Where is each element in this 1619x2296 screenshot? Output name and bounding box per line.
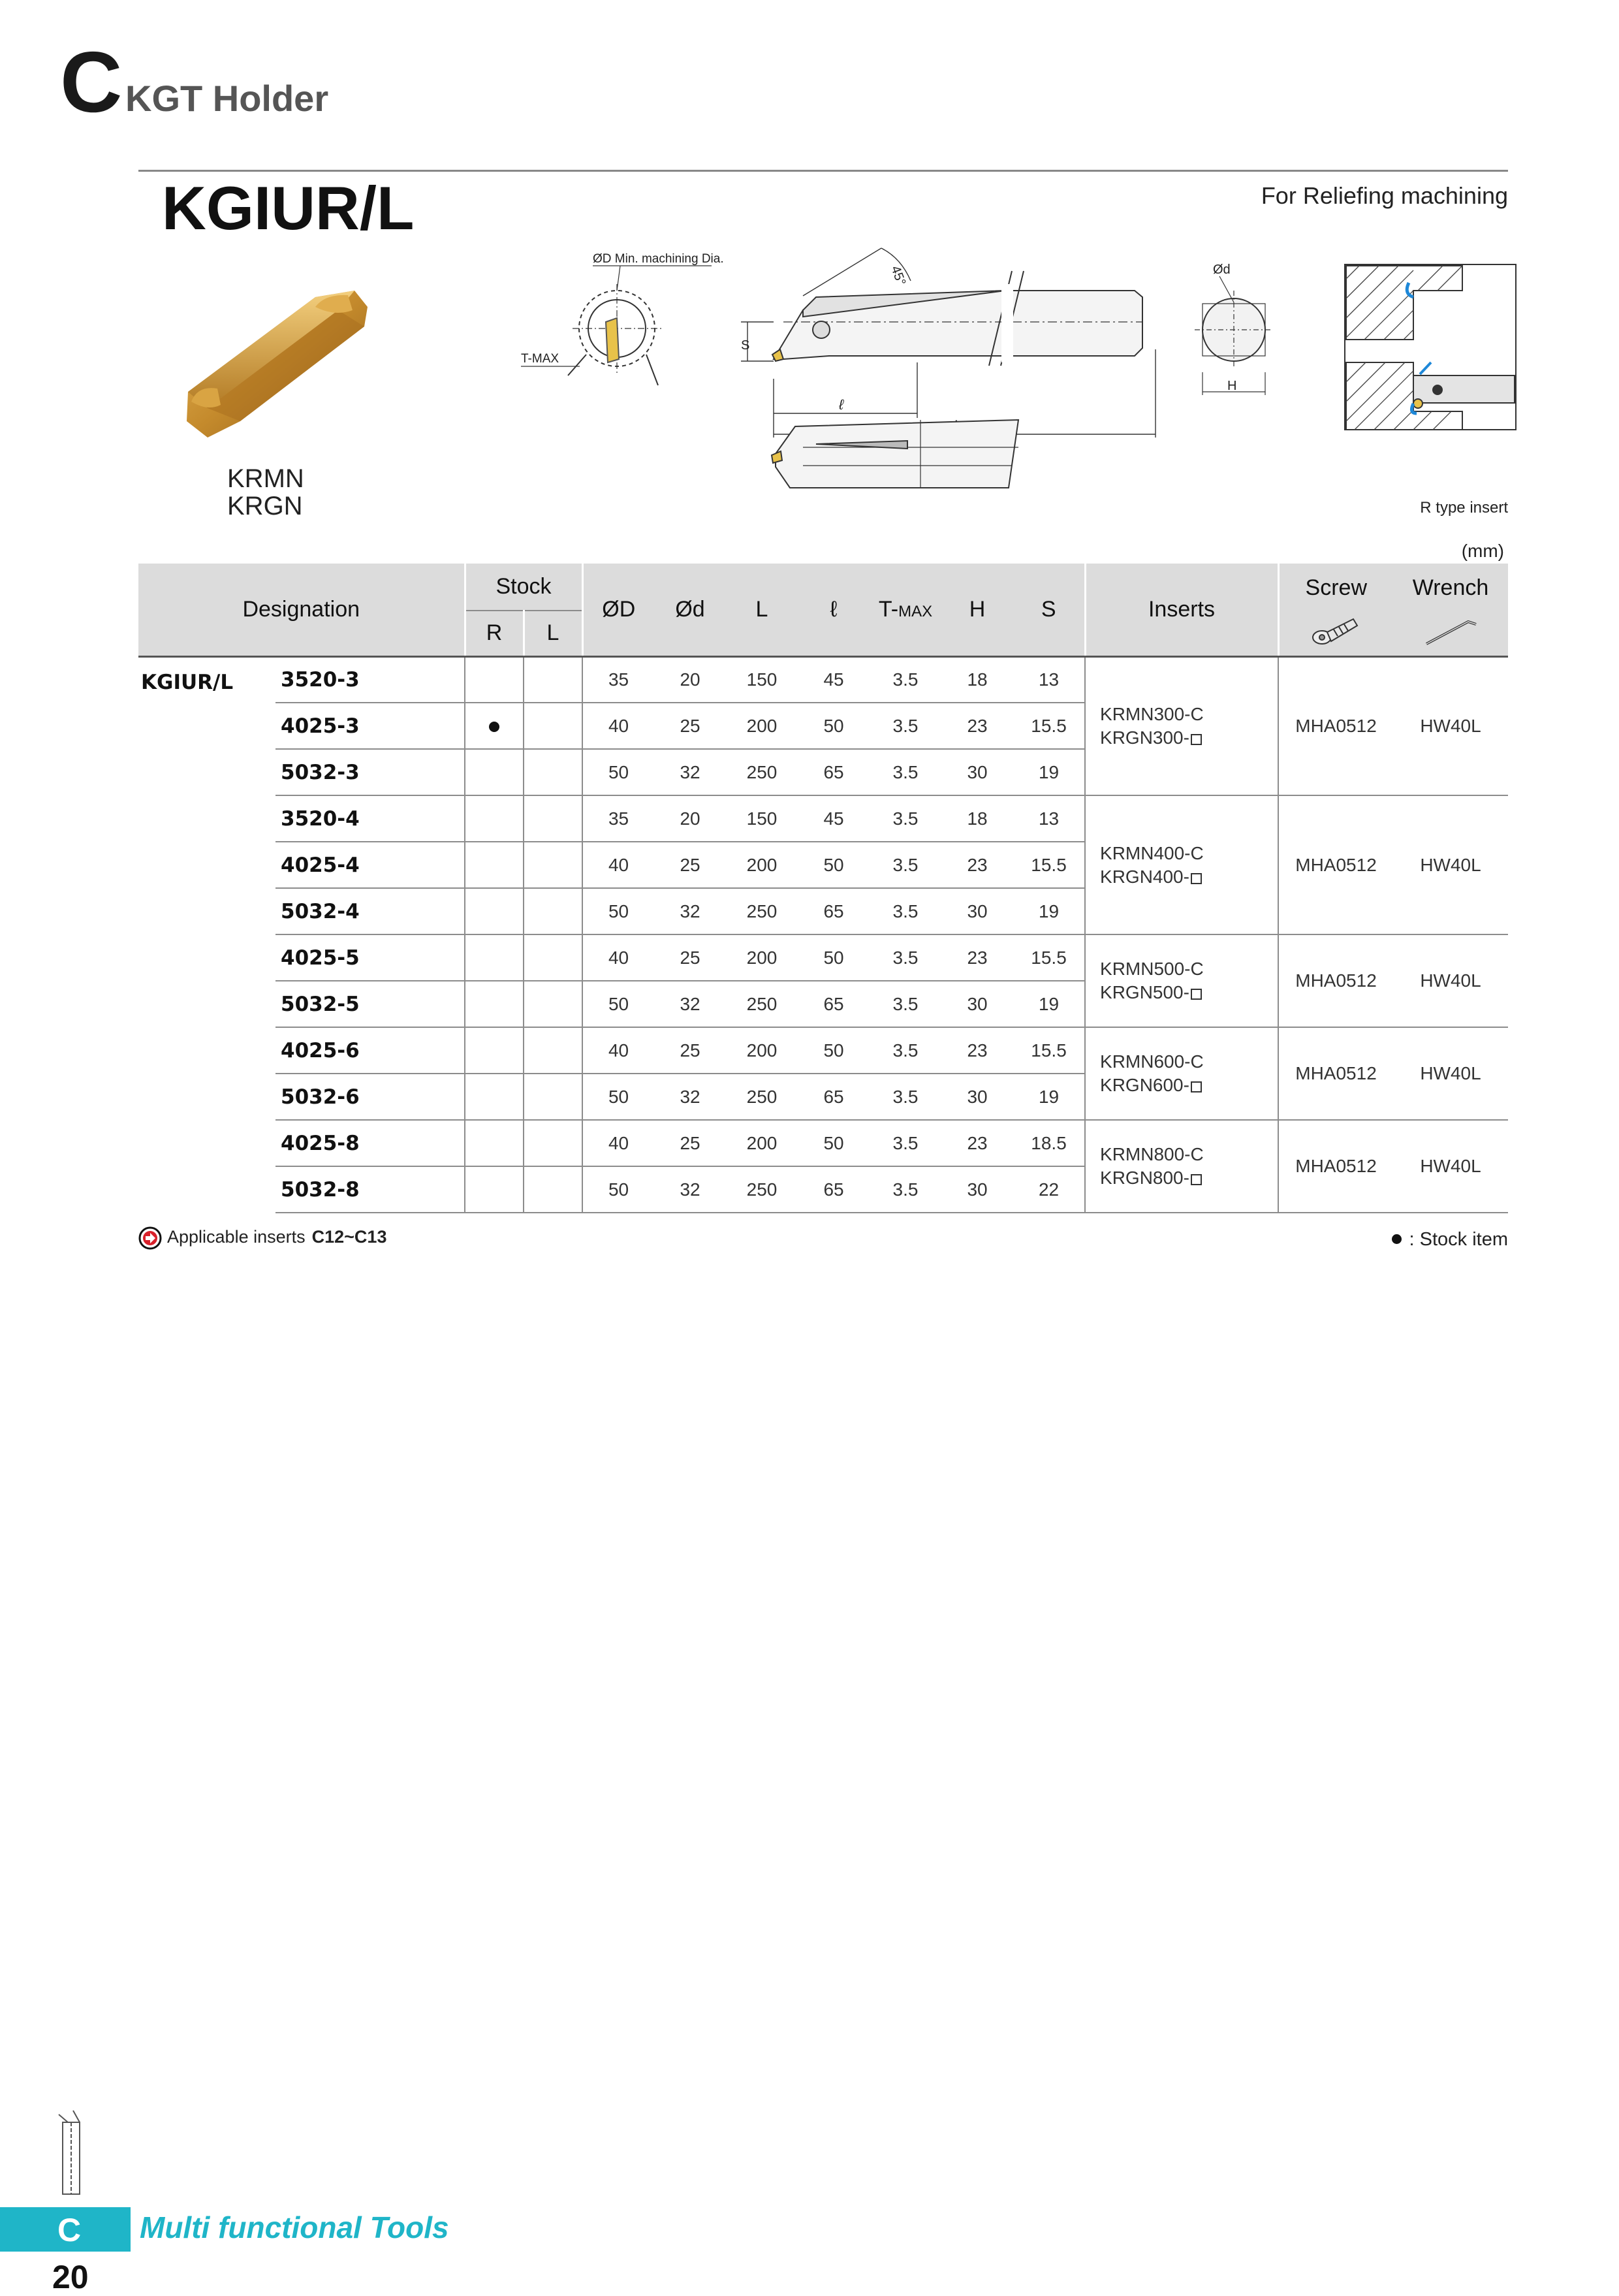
dim-L-cell: 150 — [726, 656, 798, 703]
stock-r-cell — [465, 795, 524, 842]
dim-ls-cell: 50 — [798, 1027, 870, 1074]
header-D: ØD — [582, 564, 654, 656]
screw-cell: MHA0512 — [1278, 934, 1393, 1027]
dim-tmax-cell: 3.5 — [870, 1074, 941, 1120]
grade-placeholder-icon — [1191, 873, 1202, 884]
dim-d-cell: 25 — [654, 1120, 726, 1166]
stock-r-cell — [465, 934, 524, 981]
designation-code: 4025-6 — [275, 1027, 465, 1074]
dim-H-cell: 18 — [941, 656, 1013, 703]
inserts-cell — [1085, 795, 1278, 934]
dim-L-cell: 150 — [726, 795, 798, 842]
dim-ls-cell: 50 — [798, 842, 870, 888]
designation-code: 5032-8 — [275, 1166, 465, 1213]
header-tmax-t: T- — [878, 596, 899, 622]
specification-rows — [138, 656, 1508, 1213]
insert-type-labels — [227, 465, 304, 520]
dim-S-cell: 19 — [1013, 749, 1085, 795]
insert-label-krgn: KRGN — [227, 492, 303, 520]
min-dia-label: ØD Min. machining Dia. — [593, 252, 724, 266]
angle-label: 45° — [888, 264, 909, 288]
s-label: S — [741, 338, 750, 353]
dim-S-cell: 19 — [1013, 1074, 1085, 1120]
dim-L-cell: 250 — [726, 981, 798, 1027]
dim-L-cell: 200 — [726, 703, 798, 749]
header-inserts: Inserts — [1085, 564, 1278, 656]
dim-ls-cell: 50 — [798, 934, 870, 981]
wrench-icon — [1421, 610, 1480, 649]
grade-placeholder-icon — [1191, 1081, 1202, 1092]
section-tab[interactable] — [0, 2207, 131, 2252]
header-d: Ød — [654, 564, 726, 656]
dim-tmax-cell: 3.5 — [870, 1166, 941, 1213]
dim-L-cell: 200 — [726, 1027, 798, 1074]
dim-d-cell: 20 — [654, 656, 726, 703]
dim-d-cell: 25 — [654, 934, 726, 981]
designation-code: 5032-6 — [275, 1074, 465, 1120]
d-label: Ød — [1213, 263, 1231, 277]
dim-H-cell: 23 — [941, 703, 1013, 749]
dim-L-cell: 250 — [726, 888, 798, 934]
header-tmax-max: MAX — [898, 602, 933, 620]
page-number: 20 — [52, 2259, 89, 2295]
tmax-label: T-MAX — [521, 352, 559, 366]
wrench-cell: HW40L — [1393, 1120, 1508, 1213]
dim-tmax-cell: 3.5 — [870, 888, 941, 934]
header-tmax — [870, 564, 941, 656]
applicable-inserts-note — [138, 1226, 386, 1250]
insert-code-krgn: KRGN400- — [1100, 866, 1189, 887]
dim-D-cell: 50 — [582, 749, 654, 795]
insert-code-krmn: KRMN300-C — [1100, 703, 1204, 724]
dim-H-cell: 30 — [941, 981, 1013, 1027]
insert-code-krgn: KRGN300- — [1100, 727, 1189, 748]
dim-D-cell: 35 — [582, 656, 654, 703]
dim-d-cell: 32 — [654, 1074, 726, 1120]
dim-ls-cell: 45 — [798, 795, 870, 842]
header-divider — [138, 170, 1508, 172]
header-l: ℓ — [798, 564, 870, 656]
insert-code-krmn: KRMN600-C — [1100, 1051, 1204, 1072]
dim-tmax-cell: 3.5 — [870, 1120, 941, 1166]
rtype-caption: R type insert — [1420, 499, 1508, 517]
stock-r-cell — [465, 656, 524, 703]
dim-ls-cell: 65 — [798, 1074, 870, 1120]
application-schematic — [1345, 264, 1516, 430]
screw-cell: MHA0512 — [1278, 1120, 1393, 1213]
stock-l-cell — [524, 1074, 582, 1120]
dim-ls-cell: 65 — [798, 1166, 870, 1213]
stock-l-cell — [524, 1120, 582, 1166]
technical-drawing — [516, 245, 1521, 519]
stock-r-cell — [465, 981, 524, 1027]
dim-S-cell: 19 — [1013, 888, 1085, 934]
stock-l-cell — [524, 1166, 582, 1213]
dim-H-cell: 23 — [941, 1120, 1013, 1166]
dim-S-cell: 19 — [1013, 981, 1085, 1027]
stock-l-cell — [524, 656, 582, 703]
end-view-drawing — [568, 284, 661, 385]
inserts-cell — [1085, 1027, 1278, 1120]
stock-r-cell — [465, 888, 524, 934]
header-screw-label: Screw — [1305, 575, 1367, 600]
screw-cell: MHA0512 — [1278, 1027, 1393, 1120]
stock-l-cell — [524, 749, 582, 795]
dim-S-cell: 15.5 — [1013, 934, 1085, 981]
dim-S-cell: 18.5 — [1013, 1120, 1085, 1166]
section-letter: C — [60, 34, 123, 130]
dim-H-cell: 23 — [941, 1027, 1013, 1074]
designation-group: KGIUR/L — [141, 670, 234, 694]
stock-l-cell — [524, 934, 582, 981]
wrench-cell: HW40L — [1393, 656, 1508, 795]
stock-r-cell — [465, 1074, 524, 1120]
dim-ls-cell: 65 — [798, 749, 870, 795]
dim-D-cell: 40 — [582, 934, 654, 981]
dim-ls-cell: 50 — [798, 1120, 870, 1166]
specification-table — [138, 564, 1508, 1213]
stock-legend — [1392, 1229, 1509, 1251]
dim-tmax-cell: 3.5 — [870, 934, 941, 981]
dim-D-cell: 40 — [582, 1120, 654, 1166]
unit-label: (mm) — [1461, 541, 1504, 561]
header-designation: Designation — [138, 564, 465, 656]
l-small-label: ℓ — [839, 396, 844, 413]
dim-d-cell: 20 — [654, 795, 726, 842]
dim-H-cell: 30 — [941, 1074, 1013, 1120]
dim-d-cell: 32 — [654, 888, 726, 934]
dim-D-cell: 35 — [582, 795, 654, 842]
dim-D-cell: 50 — [582, 1166, 654, 1213]
table-row — [138, 1027, 1508, 1074]
insert-code-krmn: KRMN500-C — [1100, 959, 1204, 979]
dim-ls-cell: 65 — [798, 888, 870, 934]
boring-tool-icon — [54, 2109, 90, 2207]
dim-D-cell: 40 — [582, 703, 654, 749]
header-wrench-label: Wrench — [1412, 575, 1489, 600]
dim-S-cell: 13 — [1013, 795, 1085, 842]
dim-D-cell: 40 — [582, 1027, 654, 1074]
section-tab-letter: C — [57, 2212, 82, 2248]
side-view-drawing — [772, 271, 1142, 366]
dim-S-cell: 15.5 — [1013, 703, 1085, 749]
stock-r-cell — [465, 842, 524, 888]
stock-r-cell — [465, 1120, 524, 1166]
designation-code: 4025-3 — [275, 703, 465, 749]
dim-H-cell: 30 — [941, 888, 1013, 934]
insert-image — [181, 281, 371, 444]
dim-tmax-cell: 3.5 — [870, 842, 941, 888]
dim-ls-cell: 50 — [798, 703, 870, 749]
table-row — [138, 795, 1508, 842]
dim-H-cell: 23 — [941, 934, 1013, 981]
designation-code: 4025-4 — [275, 842, 465, 888]
dim-S-cell: 22 — [1013, 1166, 1085, 1213]
stock-l-cell — [524, 981, 582, 1027]
dim-S-cell: 15.5 — [1013, 1027, 1085, 1074]
dim-D-cell: 50 — [582, 981, 654, 1027]
insert-code-krgn: KRGN500- — [1100, 982, 1189, 1002]
insert-code-krgn: KRGN600- — [1100, 1075, 1189, 1095]
dim-D-cell: 40 — [582, 842, 654, 888]
stock-r-cell — [465, 703, 524, 749]
table-row — [138, 656, 1508, 703]
dim-tmax-cell: 3.5 — [870, 795, 941, 842]
dim-D-cell: 50 — [582, 888, 654, 934]
stock-l-cell — [524, 703, 582, 749]
dim-tmax-cell: 3.5 — [870, 749, 941, 795]
header-wrench — [1393, 564, 1508, 656]
screw-cell: MHA0512 — [1278, 656, 1393, 795]
stock-l-cell — [524, 888, 582, 934]
designation-code: 5032-4 — [275, 888, 465, 934]
stock-dot-icon — [1392, 1234, 1402, 1244]
dim-L-cell: 200 — [726, 934, 798, 981]
dim-L-cell: 250 — [726, 1074, 798, 1120]
header-L: L — [726, 564, 798, 656]
designation-code: 4025-8 — [275, 1120, 465, 1166]
lower-view-drawing — [772, 420, 1018, 488]
grade-placeholder-icon — [1191, 734, 1202, 745]
header-stock-r: R — [465, 611, 524, 656]
cross-section-drawing — [1195, 276, 1273, 395]
H-label: H — [1227, 379, 1237, 393]
table-row — [138, 934, 1508, 981]
dim-tmax-cell: 3.5 — [870, 656, 941, 703]
wrench-cell: HW40L — [1393, 1027, 1508, 1120]
grade-placeholder-icon — [1191, 1174, 1202, 1185]
dim-d-cell: 32 — [654, 981, 726, 1027]
dim-L-cell: 200 — [726, 842, 798, 888]
insert-code-krgn: KRGN800- — [1100, 1168, 1189, 1188]
applicable-label: Applicable inserts — [167, 1227, 306, 1247]
screw-icon — [1310, 610, 1362, 649]
header-stock-l: L — [524, 611, 582, 656]
dim-L-cell: 200 — [726, 1120, 798, 1166]
applicable-range: C12~C13 — [311, 1227, 387, 1247]
dim-d-cell: 25 — [654, 703, 726, 749]
arrow-right-icon — [138, 1226, 162, 1250]
header-S: S — [1013, 564, 1085, 656]
dim-H-cell: 23 — [941, 842, 1013, 888]
table-row — [138, 1120, 1508, 1166]
dim-ls-cell: 45 — [798, 656, 870, 703]
inserts-cell — [1085, 934, 1278, 1027]
stock-item-dot-icon — [489, 722, 499, 732]
stock-r-cell — [465, 1027, 524, 1074]
stock-l-cell — [524, 842, 582, 888]
dim-D-cell: 50 — [582, 1074, 654, 1120]
grade-placeholder-icon — [1191, 989, 1202, 1000]
section-title: KGT Holder — [125, 78, 329, 119]
header-stock: Stock — [465, 564, 582, 611]
designation-code: 3520-4 — [275, 795, 465, 842]
product-name: KGIUR/L — [162, 174, 415, 242]
stock-r-cell — [465, 749, 524, 795]
designation-code: 3520-3 — [275, 656, 465, 703]
dim-d-cell: 32 — [654, 749, 726, 795]
footer-category: Multi functional Tools — [140, 2210, 449, 2244]
dim-tmax-cell: 3.5 — [870, 981, 941, 1027]
screw-cell: MHA0512 — [1278, 795, 1393, 934]
stock-l-cell — [524, 795, 582, 842]
wrench-cell: HW40L — [1393, 795, 1508, 934]
wrench-cell: HW40L — [1393, 934, 1508, 1027]
dim-L-cell: 250 — [726, 1166, 798, 1213]
inserts-cell — [1085, 1120, 1278, 1213]
dim-tmax-cell: 3.5 — [870, 703, 941, 749]
dim-H-cell: 30 — [941, 749, 1013, 795]
dim-L-cell: 250 — [726, 749, 798, 795]
insert-label-krmn: KRMN — [227, 464, 304, 493]
dim-d-cell: 25 — [654, 1027, 726, 1074]
dim-H-cell: 30 — [941, 1166, 1013, 1213]
header-screw — [1278, 564, 1393, 656]
header-H: H — [941, 564, 1013, 656]
product-subtitle: For Reliefing machining — [1261, 182, 1508, 209]
dim-d-cell: 25 — [654, 842, 726, 888]
dim-ls-cell: 65 — [798, 981, 870, 1027]
dim-H-cell: 18 — [941, 795, 1013, 842]
designation-code: 4025-5 — [275, 934, 465, 981]
designation-code: 5032-3 — [275, 749, 465, 795]
inserts-cell — [1085, 656, 1278, 795]
dim-tmax-cell: 3.5 — [870, 1027, 941, 1074]
stock-legend-text: : Stock item — [1409, 1229, 1508, 1250]
dim-S-cell: 13 — [1013, 656, 1085, 703]
dim-S-cell: 15.5 — [1013, 842, 1085, 888]
stock-r-cell — [465, 1166, 524, 1213]
dim-d-cell: 32 — [654, 1166, 726, 1213]
insert-code-krmn: KRMN800-C — [1100, 1144, 1204, 1164]
stock-l-cell — [524, 1027, 582, 1074]
insert-code-krmn: KRMN400-C — [1100, 842, 1204, 863]
designation-code: 5032-5 — [275, 981, 465, 1027]
